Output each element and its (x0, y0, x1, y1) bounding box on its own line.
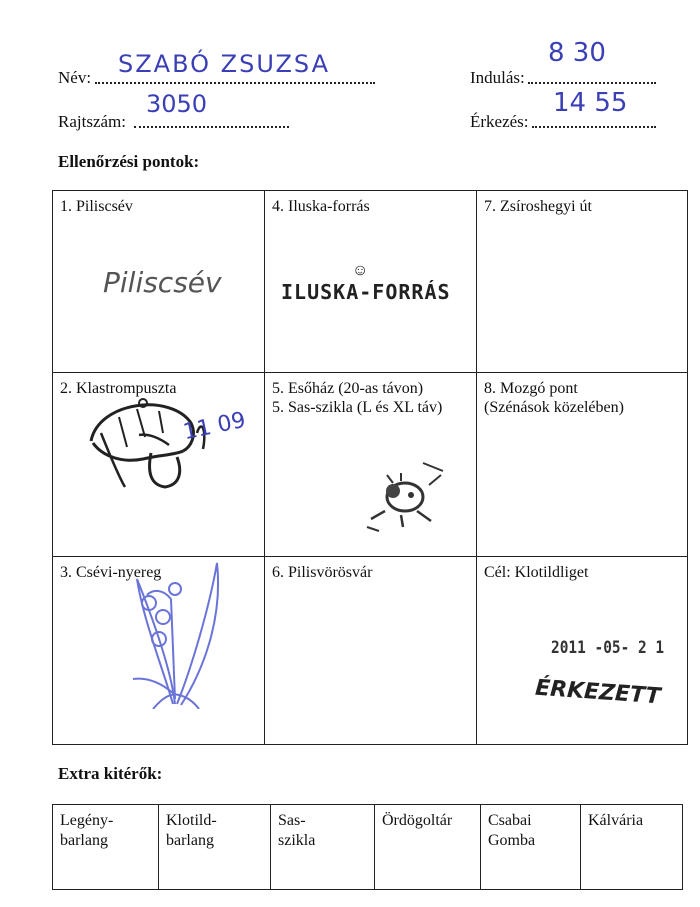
checkpoint-label: 1. Piliscsév (60, 198, 133, 215)
checkpoint-cell-3[interactable] (53, 557, 265, 745)
checkpoint-label: 7. Zsíroshegyi út (484, 198, 592, 215)
bib-dotted-line (134, 126, 289, 128)
checkpoint-label: 3. Csévi-nyereg (60, 564, 162, 581)
bib-handwritten-value[interactable]: 3050 (146, 90, 208, 118)
start-label: Indulás: (470, 68, 525, 87)
mushroom-stamp-icon (79, 393, 239, 503)
checkpoint-label-secondary: (Szénások közelében) (484, 399, 624, 416)
checkpoint-cell-finish[interactable] (477, 557, 688, 745)
extra-label: Klotild- (166, 812, 217, 829)
checkpoint-cell-1[interactable] (53, 191, 265, 373)
extra-label: Ördögoltár (382, 812, 453, 829)
extra-cell-kalvaria[interactable] (581, 805, 683, 890)
extra-label-line2: szikla (278, 832, 316, 849)
piliscsev-stamp: Piliscsév (103, 266, 222, 299)
extra-cell-ordogoltar[interactable] (375, 805, 481, 890)
extra-label-line2: barlang (166, 832, 214, 849)
checkpoint-cell-5[interactable] (265, 373, 477, 557)
extras-title: Extra kitérők: (58, 764, 163, 783)
checkpoints-title: Ellenőrzési pontok: (58, 152, 200, 171)
name-handwritten-value[interactable]: SZABÓ ZSUZSA (118, 50, 331, 78)
checkpoint-cell-4[interactable] (265, 191, 477, 373)
smiley-stamp-icon: ☺ (352, 262, 369, 279)
extra-label: Kálvária (588, 812, 644, 829)
checkpoint-label: 2. Klastrompuszta (60, 380, 177, 397)
arrival-date-stamp: 2011 -05- 2 1 (551, 638, 665, 658)
arrived-stamp: ÉRKEZETT (534, 675, 662, 710)
checkpoint-grid (52, 190, 688, 745)
extra-cell-csabai-gomba[interactable] (481, 805, 581, 890)
checkpoint-label: 6. Pilisvörösvár (272, 564, 373, 581)
name-dotted-line (95, 82, 375, 84)
checkpoint-label: 4. Iluska-forrás (272, 198, 370, 215)
checkpoint-label: 5. Esőház (20-as távon) (272, 380, 424, 397)
klastrompuszta-handwritten-time: 11 09 (181, 407, 248, 446)
ladybug-stamp-icon (357, 455, 449, 535)
arrival-handwritten-value[interactable]: 14 55 (553, 88, 628, 118)
extra-label-line2: barlang (60, 832, 108, 849)
checkpoint-cell-2[interactable] (53, 373, 265, 557)
extra-label: Sas- (278, 812, 306, 829)
extra-label-line2: Gomba (488, 832, 536, 849)
extras-table (52, 804, 683, 890)
start-handwritten-value[interactable]: 8 30 (548, 38, 606, 68)
checkpoint-cell-6[interactable] (265, 557, 477, 745)
iluska-forras-stamp: ILUSKA-FORRÁS (281, 280, 451, 304)
extra-cell-klotild-barlang[interactable] (159, 805, 271, 890)
extra-cell-sas-szikla[interactable] (271, 805, 375, 890)
extra-cell-legeny-barlang[interactable] (53, 805, 159, 890)
arrival-dotted-line (532, 126, 656, 128)
extra-label: Legény- (60, 812, 114, 829)
start-dotted-line (528, 82, 656, 84)
arrival-label: Érkezés: (470, 112, 529, 131)
checkpoint-label: 8. Mozgó pont (484, 380, 578, 397)
extra-label: Csabai (488, 812, 532, 829)
checkpoint-cell-8[interactable] (477, 373, 688, 557)
checkpoint-label: Cél: Klotildliget (484, 564, 589, 581)
checkpoint-label-secondary: 5. Sas-szikla (L és XL táv) (272, 399, 443, 416)
lily-of-the-valley-stamp-icon (113, 559, 233, 709)
checkpoint-cell-7[interactable] (477, 191, 688, 373)
bib-label: Rajtszám: (58, 112, 126, 131)
name-label: Név: (58, 68, 92, 87)
